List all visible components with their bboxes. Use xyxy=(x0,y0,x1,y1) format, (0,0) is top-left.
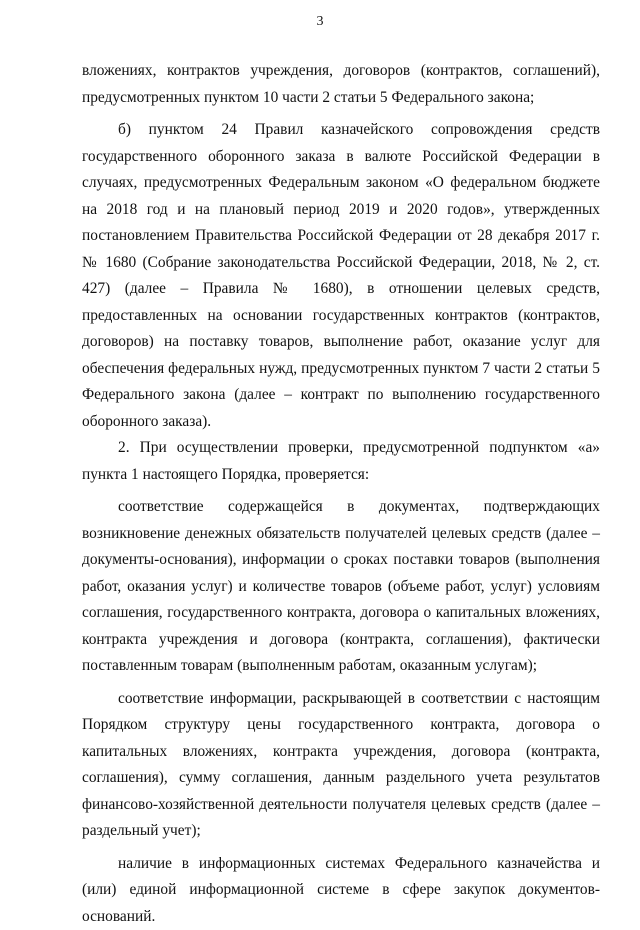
paragraph-documents-check: соответствие содержащейся в документах, подтверждающих возникновение денежных обязательств получателей целевых средств (далее – документы-основания), информации о сроках поставки товаров (выполнения работ, оказания услуг) и количестве товаров (объеме работ, услуг) условиям соглашения, государственного контракта, договора о капитальных вложениях, контракта учреждения и договора (контракта, соглашения), фактически поставленным товарам (выполненным работам, оказанным услугам); xyxy=(82,494,600,680)
paragraph-item-2: 2. При осуществлении проверки, предусмотренной подпунктом «а» пункта 1 настоящего Порядка, проверяется: xyxy=(82,435,600,488)
paragraph-subitem-b: б) пунктом 24 Правил казначейского сопровождения средств государственного оборонного заказа в валюте Российской Федерации в случаях, предусмотренных Федеральным законом «О федеральном бюджете на 2018 год и на плановый период 2019 и 2020 годов», утвержденных постановлением Правительства Российской Федерации от 28 декабря 2017 г. № 1680 (Собрание законодательства Российской Федерации, 2018, № 2, ст. 427) (далее – Правила № 1680), в отношении целевых средств, предоставленных на основании государственных контрактов (контрактов, договоров) на поставку товаров, выполнение работ, оказание услуг для обеспечения федеральных нужд, предусмотренных пунктом 7 части 2 статьи 5 Федерального закона (далее – контракт по выполнению государственного оборонного заказа). xyxy=(82,117,600,435)
paragraph-info-systems-check: наличие в информационных системах Федерального казначейства и (или) единой информационной системе в сфере закупок документов-оснований. xyxy=(82,851,600,930)
page-number: 3 xyxy=(0,14,640,30)
paragraph-price-structure-check: соответствие информации, раскрывающей в соответствии с настоящим Порядком структуру цены государственного контракта, договора о капитальных вложениях, контракта учреждения, договора (контракта, соглашения), сумму соглашения, данным раздельного учета результатов финансово-хозяйственной деятельности получателя целевых средств (далее – раздельный учет); xyxy=(82,686,600,845)
document-body xyxy=(82,58,600,930)
paragraph-continuation: вложениях, контрактов учреждения, договоров (контрактов, соглашений), предусмотренных пунктом 10 части 2 статьи 5 Федерального закона; xyxy=(82,58,600,111)
